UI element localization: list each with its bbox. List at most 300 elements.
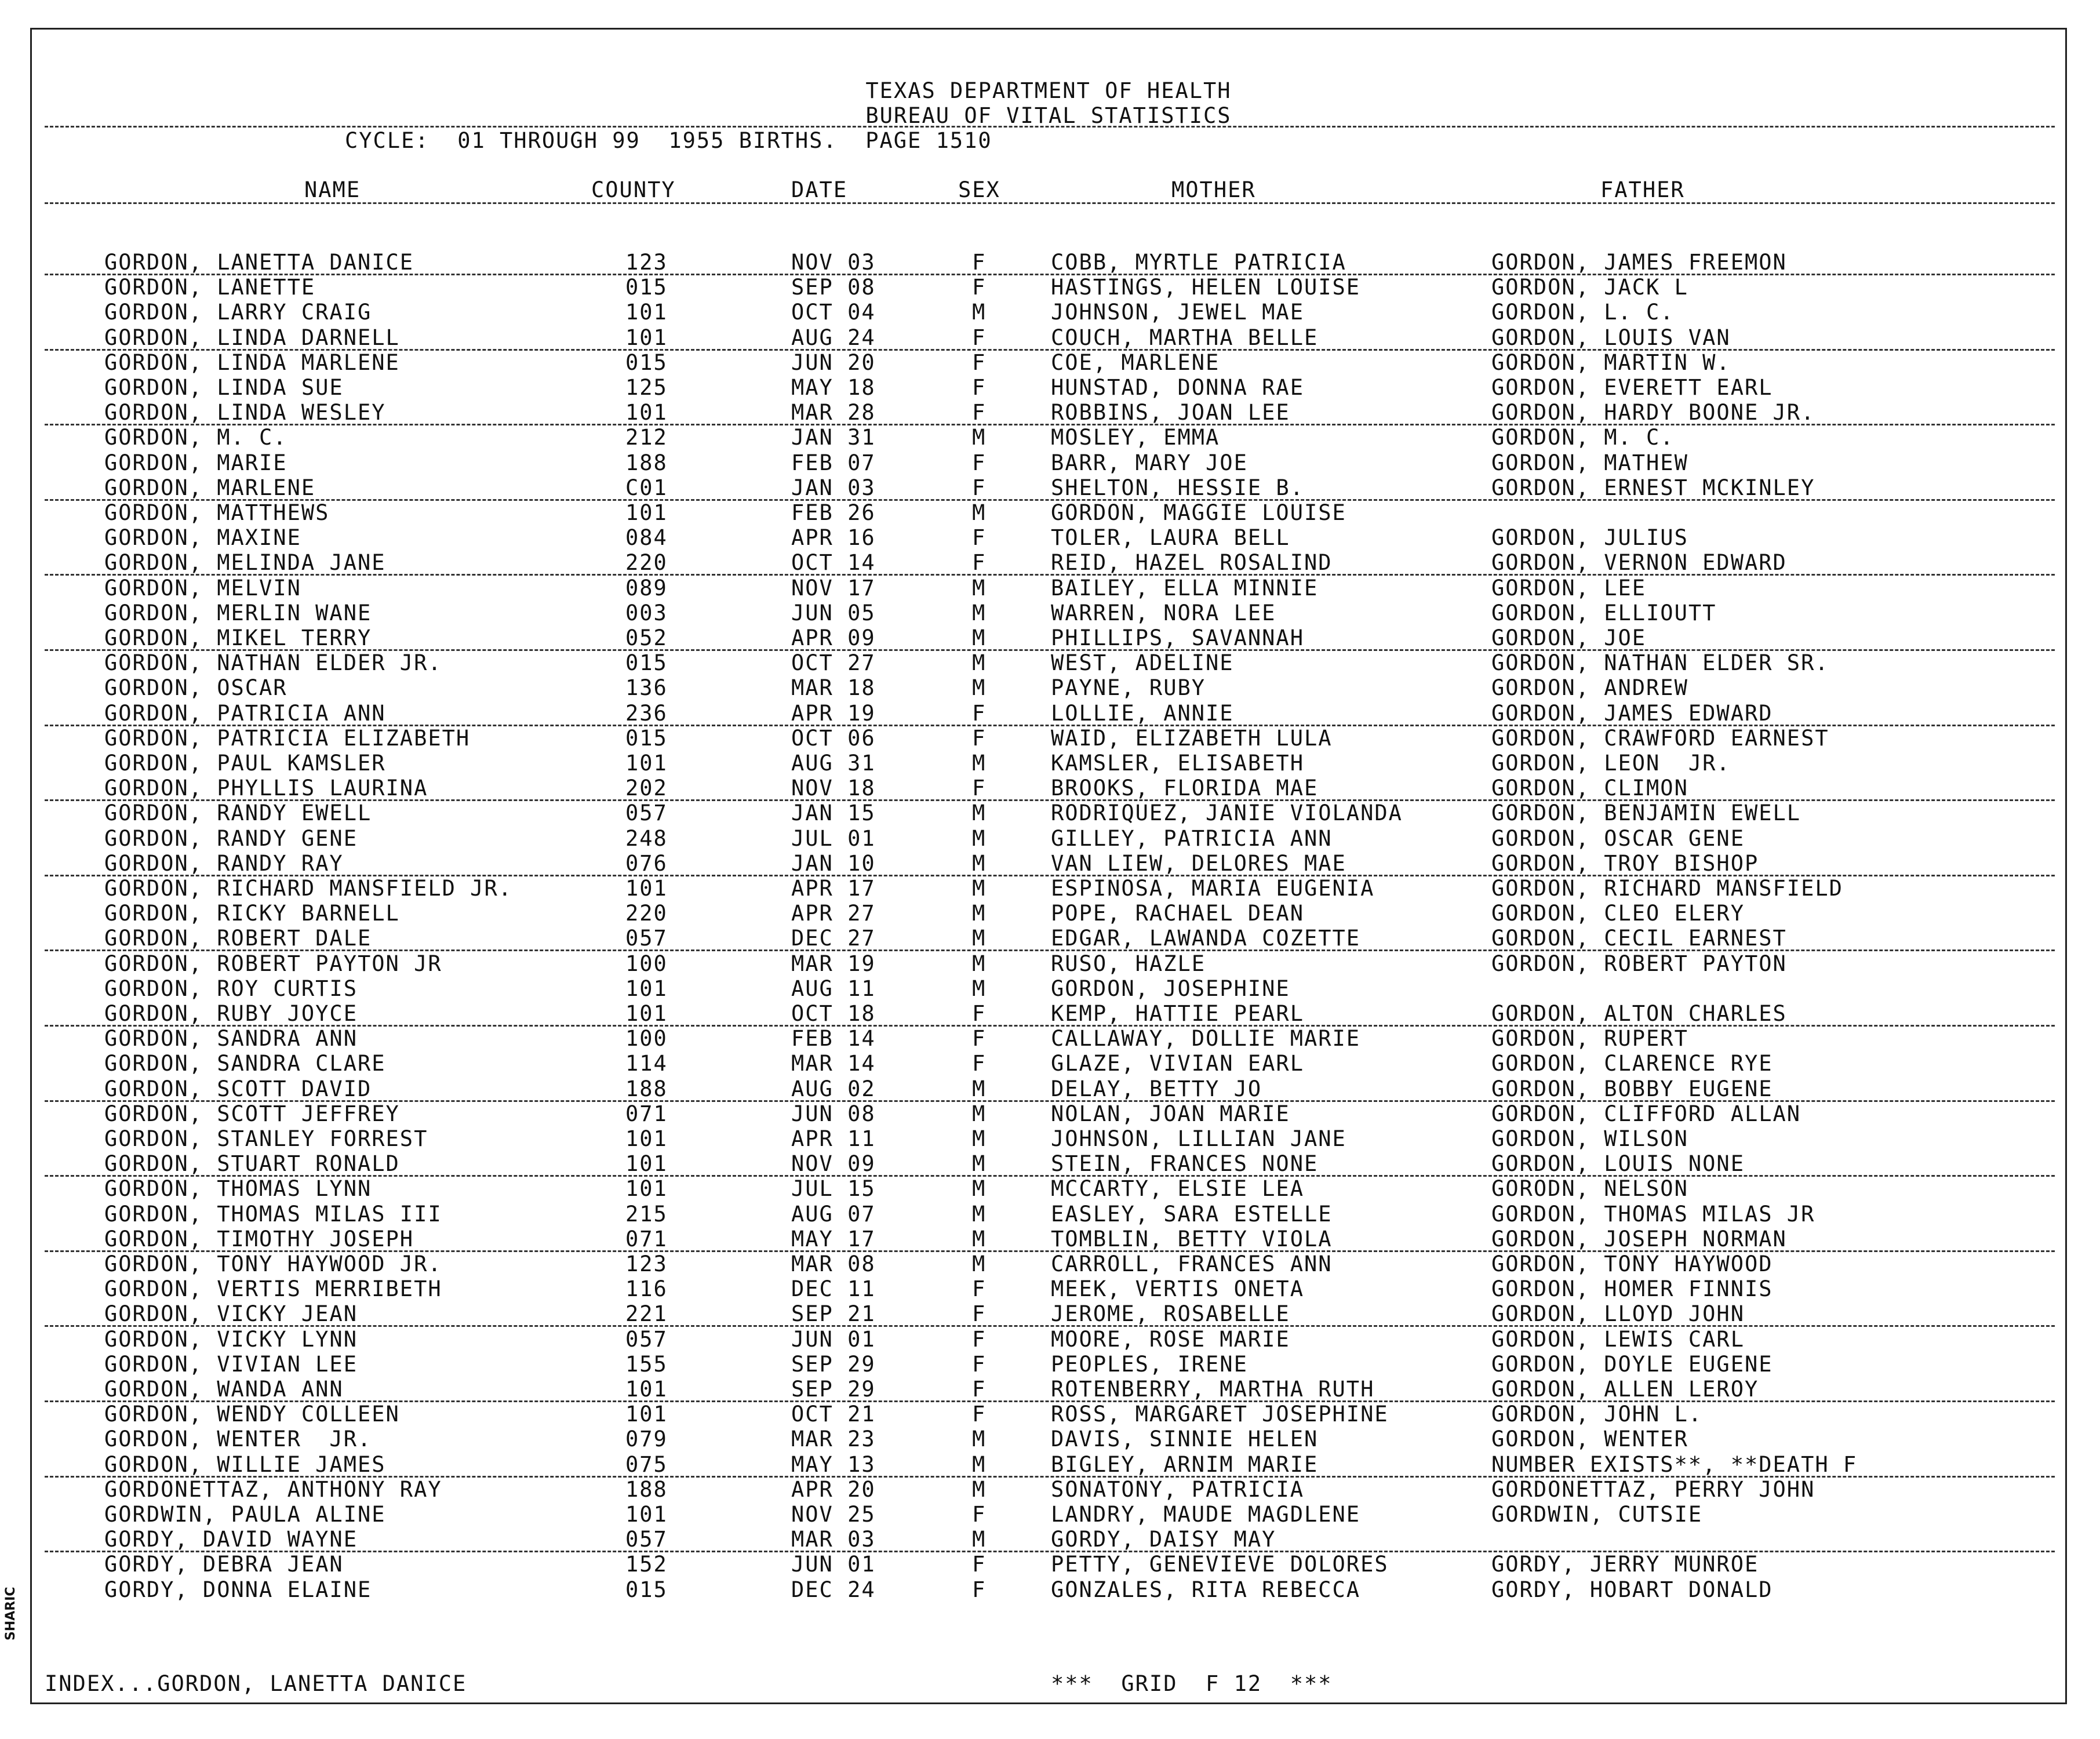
cell-father: GORDON, CECIL EARNEST bbox=[1491, 926, 1787, 951]
table-row bbox=[32, 475, 2065, 500]
cell-father: GORDON, JAMES FREEMON bbox=[1491, 250, 1787, 275]
cell-sex: F bbox=[972, 250, 987, 275]
column-header-mother: MOTHER bbox=[1171, 177, 1256, 202]
cell-mother: WEST, ADELINE bbox=[1051, 650, 1234, 676]
cell-mother: TOLER, LAURA BELL bbox=[1051, 525, 1290, 551]
table-row bbox=[32, 701, 2065, 726]
cell-mother: SHELTON, HESSIE B. bbox=[1051, 475, 1304, 500]
cell-sex: M bbox=[972, 1427, 987, 1452]
cell-date: MAY 13 bbox=[791, 1451, 876, 1477]
cell-sex: F bbox=[972, 1351, 987, 1377]
cell-mother: HUNSTAD, DONNA RAE bbox=[1051, 375, 1304, 400]
cell-mother: ROTENBERRY, MARTHA RUTH bbox=[1051, 1377, 1375, 1402]
cell-name: GORDON, TIMOTHY JOSEPH bbox=[104, 1226, 414, 1252]
footer-grid: *** GRID F 12 *** bbox=[1051, 1671, 1333, 1696]
table-row bbox=[32, 375, 2065, 400]
cell-county: 101 bbox=[625, 1001, 668, 1026]
table-row bbox=[32, 1301, 2065, 1326]
cell-date: SEP 29 bbox=[791, 1351, 876, 1377]
cell-sex: F bbox=[972, 325, 987, 350]
cell-father: GORDON, ELLIOUTT bbox=[1491, 600, 1717, 625]
cell-date: APR 17 bbox=[791, 876, 876, 901]
cell-name: GORDON, PAUL KAMSLER bbox=[104, 751, 386, 776]
table-row bbox=[32, 976, 2065, 1001]
cell-father: GORDON, MARTIN W. bbox=[1491, 350, 1731, 375]
cell-county: 220 bbox=[625, 550, 668, 576]
cell-sex: M bbox=[972, 1252, 987, 1276]
table-row bbox=[32, 1552, 2065, 1577]
cell-sex: M bbox=[972, 1126, 987, 1151]
cell-sex: M bbox=[972, 901, 987, 926]
cell-father: GORDON, HOMER FINNIS bbox=[1491, 1276, 1773, 1302]
cell-father: GORDON, RUPERT bbox=[1491, 1026, 1688, 1052]
cell-date: AUG 24 bbox=[791, 325, 876, 350]
cell-mother: BROOKS, FLORIDA MAE bbox=[1051, 776, 1319, 801]
cell-sex: M bbox=[972, 1226, 987, 1252]
table-row bbox=[32, 1477, 2065, 1502]
cell-county: 015 bbox=[625, 350, 668, 375]
cell-county: 101 bbox=[625, 751, 668, 776]
column-header-sex: SEX bbox=[958, 177, 1000, 202]
cell-county: 076 bbox=[625, 850, 668, 876]
cell-father: GORDON, L. C. bbox=[1491, 300, 1675, 325]
cell-name: GORDY, DAVID WAYNE bbox=[104, 1527, 358, 1552]
cell-name: GORDON, TONY HAYWOOD JR. bbox=[104, 1252, 442, 1276]
cell-name: GORDON, ROY CURTIS bbox=[104, 976, 358, 1001]
cell-father: GORDON, TONY HAYWOOD bbox=[1491, 1252, 1773, 1276]
cell-father: GORDON, CLIFFORD ALLAN bbox=[1491, 1101, 1801, 1126]
cell-mother: REID, HAZEL ROSALIND bbox=[1051, 550, 1333, 576]
cell-name: GORDON, ROBERT PAYTON JR bbox=[104, 951, 442, 976]
cell-sex: M bbox=[972, 1176, 987, 1202]
cell-mother: BARR, MARY JOE bbox=[1051, 450, 1248, 475]
cell-mother: CALLAWAY, DOLLIE MARIE bbox=[1051, 1026, 1361, 1052]
cell-name: GORDON, LINDA SUE bbox=[104, 375, 344, 400]
cell-father: GORDON, JOHN L. bbox=[1491, 1402, 1703, 1427]
cell-sex: M bbox=[972, 926, 987, 951]
table-row bbox=[32, 1026, 2065, 1051]
cell-father: GORDON, LEWIS CARL bbox=[1491, 1326, 1745, 1352]
cell-sex: M bbox=[972, 751, 987, 776]
cell-sex: F bbox=[972, 1051, 987, 1076]
cell-date: NOV 25 bbox=[791, 1502, 876, 1527]
cell-date: AUG 02 bbox=[791, 1076, 876, 1101]
table-row bbox=[32, 1076, 2065, 1101]
cell-county: 071 bbox=[625, 1101, 668, 1126]
cell-name: GORDON, M. C. bbox=[104, 425, 287, 450]
cell-father: GORDON, BENJAMIN EWELL bbox=[1491, 801, 1801, 826]
cell-father: GORDON, CLIMON bbox=[1491, 776, 1688, 801]
table-row bbox=[32, 550, 2065, 575]
cell-name: GORDON, MAXINE bbox=[104, 525, 301, 551]
cell-name: GORDON, MELVIN bbox=[104, 575, 301, 601]
cell-mother: MEEK, VERTIS ONETA bbox=[1051, 1276, 1304, 1302]
table-row bbox=[32, 951, 2065, 976]
table-row bbox=[32, 350, 2065, 375]
cell-mother: GILLEY, PATRICIA ANN bbox=[1051, 825, 1333, 851]
cell-date: JUN 01 bbox=[791, 1326, 876, 1352]
cell-father: GORDON, CLARENCE RYE bbox=[1491, 1051, 1773, 1076]
cell-date: DEC 27 bbox=[791, 926, 876, 951]
cell-name: GORDON, RANDY RAY bbox=[104, 850, 344, 876]
cell-mother: EDGAR, LAWANDA COZETTE bbox=[1051, 926, 1361, 951]
cell-date: AUG 31 bbox=[791, 751, 876, 776]
cell-sex: M bbox=[972, 675, 987, 701]
table-row bbox=[32, 525, 2065, 550]
cell-sex: F bbox=[972, 776, 987, 801]
footer-index: INDEX...GORDON, LANETTA DANICE bbox=[45, 1671, 467, 1696]
cell-father: GORDON, ALLEN LEROY bbox=[1491, 1377, 1759, 1402]
table-row bbox=[32, 826, 2065, 851]
side-tag: SHARIC bbox=[3, 1587, 18, 1640]
cell-name: GORDON, VICKY JEAN bbox=[104, 1301, 358, 1327]
cell-mother: STEIN, FRANCES NONE bbox=[1051, 1151, 1319, 1177]
cell-date: JAN 31 bbox=[791, 425, 876, 450]
cell-date: APR 27 bbox=[791, 901, 876, 926]
cell-name: GORDON, MIKEL TERRY bbox=[104, 625, 372, 650]
cell-father: GORDON, NATHAN ELDER SR. bbox=[1491, 650, 1829, 676]
cell-name: GORDON, NATHAN ELDER JR. bbox=[104, 650, 442, 676]
cell-father: GORDON, ERNEST MCKINLEY bbox=[1491, 475, 1815, 500]
table-row bbox=[32, 500, 2065, 525]
cell-sex: F bbox=[972, 550, 987, 576]
table-row bbox=[32, 1427, 2065, 1451]
cell-father: GORODN, NELSON bbox=[1491, 1176, 1688, 1202]
cell-name: GORDON, PHYLLIS LAURINA bbox=[104, 776, 428, 801]
cell-date: FEB 07 bbox=[791, 450, 876, 475]
cell-mother: CARROLL, FRANCES ANN bbox=[1051, 1252, 1333, 1276]
cell-county: 152 bbox=[625, 1552, 668, 1577]
cell-name: GORDON, THOMAS LYNN bbox=[104, 1176, 372, 1202]
cell-date: JUL 15 bbox=[791, 1176, 876, 1202]
cell-date: OCT 06 bbox=[791, 725, 876, 751]
cell-father: GORDON, MATHEW bbox=[1491, 450, 1688, 475]
cell-date: OCT 27 bbox=[791, 650, 876, 676]
cell-sex: F bbox=[972, 450, 987, 475]
table-row bbox=[32, 1001, 2065, 1026]
cell-sex: M bbox=[972, 825, 987, 851]
cell-sex: F bbox=[972, 375, 987, 400]
cell-date: NOV 09 bbox=[791, 1151, 876, 1177]
cell-date: APR 19 bbox=[791, 700, 876, 726]
cell-name: GORDON, SCOTT DAVID bbox=[104, 1076, 372, 1101]
cell-father: GORDON, BOBBY EUGENE bbox=[1491, 1076, 1773, 1101]
cell-sex: M bbox=[972, 1476, 987, 1502]
cell-father: GORDON, CRAWFORD EARNEST bbox=[1491, 725, 1829, 751]
cell-county: 123 bbox=[625, 250, 668, 275]
cell-mother: VAN LIEW, DELORES MAE bbox=[1051, 850, 1346, 876]
cell-mother: SONATONY, PATRICIA bbox=[1051, 1476, 1304, 1502]
cell-father: GORDON, JOSEPH NORMAN bbox=[1491, 1226, 1787, 1252]
cell-father: GORDON, DOYLE EUGENE bbox=[1491, 1351, 1773, 1377]
cell-sex: F bbox=[972, 275, 987, 300]
cell-sex: M bbox=[972, 1076, 987, 1101]
cell-sex: F bbox=[972, 350, 987, 375]
cell-father: GORDON, ANDREW bbox=[1491, 675, 1688, 701]
cell-sex: M bbox=[972, 300, 987, 325]
cell-date: APR 09 bbox=[791, 625, 876, 650]
cell-father: GORDON, JULIUS bbox=[1491, 525, 1688, 551]
cell-mother: COUCH, MARTHA BELLE bbox=[1051, 325, 1319, 350]
column-header-rule bbox=[45, 202, 2055, 204]
cell-date: JUN 05 bbox=[791, 600, 876, 625]
cell-sex: F bbox=[972, 475, 987, 500]
cell-county: 015 bbox=[625, 650, 668, 676]
cell-date: JUL 01 bbox=[791, 825, 876, 851]
cell-father: GORDON, CLEO ELERY bbox=[1491, 901, 1745, 926]
cell-sex: M bbox=[972, 1201, 987, 1227]
cell-county: 015 bbox=[625, 275, 668, 300]
cell-sex: M bbox=[972, 1527, 987, 1552]
table-row bbox=[32, 1452, 2065, 1477]
cell-county: 101 bbox=[625, 1126, 668, 1151]
cell-county: 248 bbox=[625, 825, 668, 851]
cell-father: GORDY, HOBART DONALD bbox=[1491, 1577, 1773, 1602]
cell-sex: M bbox=[972, 801, 987, 826]
header-rule bbox=[45, 126, 2055, 128]
cell-date: MAR 08 bbox=[791, 1252, 876, 1276]
cell-father: GORDON, HARDY BOONE JR. bbox=[1491, 400, 1815, 425]
cell-name: GORDY, DEBRA JEAN bbox=[104, 1552, 344, 1577]
table-row bbox=[32, 576, 2065, 601]
cell-name: GORDON, RANDY GENE bbox=[104, 825, 358, 851]
cell-mother: PHILLIPS, SAVANNAH bbox=[1051, 625, 1304, 650]
cell-county: 015 bbox=[625, 725, 668, 751]
cell-mother: POPE, RACHAEL DEAN bbox=[1051, 901, 1304, 926]
table-row bbox=[32, 1527, 2065, 1552]
cell-sex: M bbox=[972, 500, 987, 525]
cell-father: GORDON, TROY BISHOP bbox=[1491, 850, 1759, 876]
cell-sex: F bbox=[972, 1502, 987, 1527]
cell-name: GORDON, STUART RONALD bbox=[104, 1151, 400, 1177]
cell-county: 057 bbox=[625, 801, 668, 826]
document-sheet bbox=[30, 28, 2067, 1704]
cell-name: GORDON, VERTIS MERRIBETH bbox=[104, 1276, 442, 1302]
cell-sex: F bbox=[972, 1276, 987, 1302]
column-header-name: NAME bbox=[304, 177, 361, 202]
cell-sex: M bbox=[972, 625, 987, 650]
table-row bbox=[32, 1327, 2065, 1352]
cell-date: MAR 28 bbox=[791, 400, 876, 425]
column-header-father: FATHER bbox=[1600, 177, 1685, 202]
cell-sex: M bbox=[972, 1451, 987, 1477]
cell-sex: F bbox=[972, 400, 987, 425]
cell-name: GORDON, OSCAR bbox=[104, 675, 287, 701]
table-row bbox=[32, 1227, 2065, 1252]
cell-county: 101 bbox=[625, 1402, 668, 1427]
cell-name: GORDON, ROBERT DALE bbox=[104, 926, 372, 951]
cell-name: GORDON, RANDY EWELL bbox=[104, 801, 372, 826]
cell-name: GORDON, LINDA WESLEY bbox=[104, 400, 386, 425]
cell-date: APR 11 bbox=[791, 1126, 876, 1151]
cell-date: MAR 14 bbox=[791, 1051, 876, 1076]
cell-name: GORDON, WILLIE JAMES bbox=[104, 1451, 386, 1477]
cell-sex: M bbox=[972, 1151, 987, 1177]
cell-sex: F bbox=[972, 1001, 987, 1026]
cell-mother: BAILEY, ELLA MINNIE bbox=[1051, 575, 1319, 601]
cell-father: GORDON, VERNON EDWARD bbox=[1491, 550, 1787, 576]
cell-father: GORDON, LEON JR. bbox=[1491, 751, 1731, 776]
cell-county: 057 bbox=[625, 1326, 668, 1352]
cell-county: 084 bbox=[625, 525, 668, 551]
table-row bbox=[32, 1352, 2065, 1377]
cell-father: GORDON, THOMAS MILAS JR bbox=[1491, 1201, 1815, 1227]
cell-mother: DELAY, BETTY JO bbox=[1051, 1076, 1262, 1101]
cell-county: 188 bbox=[625, 450, 668, 475]
table-row bbox=[32, 1577, 2065, 1602]
cell-county: 202 bbox=[625, 776, 668, 801]
cell-date: JUN 20 bbox=[791, 350, 876, 375]
cell-date: APR 20 bbox=[791, 1476, 876, 1502]
cell-mother: KEMP, HATTIE PEARL bbox=[1051, 1001, 1304, 1026]
cell-mother: HASTINGS, HELEN LOUISE bbox=[1051, 275, 1361, 300]
table-row bbox=[32, 1151, 2065, 1176]
cell-county: 155 bbox=[625, 1351, 668, 1377]
table-row bbox=[32, 1126, 2065, 1151]
cell-name: GORDY, DONNA ELAINE bbox=[104, 1577, 372, 1602]
table-row bbox=[32, 650, 2065, 675]
cell-name: GORDON, THOMAS MILAS III bbox=[104, 1201, 442, 1227]
table-row bbox=[32, 275, 2065, 300]
cell-name: GORDON, SANDRA ANN bbox=[104, 1026, 358, 1052]
cell-name: GORDON, LANETTA DANICE bbox=[104, 250, 414, 275]
table-row bbox=[32, 801, 2065, 825]
cell-mother: LANDRY, MAUDE MAGDLENE bbox=[1051, 1502, 1361, 1527]
cell-mother: GORDON, MAGGIE LOUISE bbox=[1051, 500, 1346, 525]
cell-sex: M bbox=[972, 850, 987, 876]
cell-name: GORDON, RUBY JOYCE bbox=[104, 1001, 358, 1026]
table-row bbox=[32, 1101, 2065, 1126]
cell-name: GORDON, LINDA DARNELL bbox=[104, 325, 400, 350]
cell-county: 101 bbox=[625, 1176, 668, 1202]
cell-date: MAR 18 bbox=[791, 675, 876, 701]
table-row bbox=[32, 425, 2065, 450]
cell-date: FEB 26 bbox=[791, 500, 876, 525]
cell-father: GORDONETTAZ, PERRY JOHN bbox=[1491, 1476, 1815, 1502]
cell-sex: F bbox=[972, 1326, 987, 1352]
cell-mother: WAID, ELIZABETH LULA bbox=[1051, 725, 1333, 751]
table-row bbox=[32, 1276, 2065, 1301]
cell-date: APR 16 bbox=[791, 525, 876, 551]
cell-father: GORDON, LOUIS NONE bbox=[1491, 1151, 1745, 1177]
table-row bbox=[32, 726, 2065, 751]
cell-sex: M bbox=[972, 951, 987, 976]
cell-county: 221 bbox=[625, 1301, 668, 1327]
cell-date: JAN 03 bbox=[791, 475, 876, 500]
cell-date: JAN 15 bbox=[791, 801, 876, 826]
cell-mother: KAMSLER, ELISABETH bbox=[1051, 751, 1304, 776]
cell-name: GORDON, VICKY LYNN bbox=[104, 1326, 358, 1352]
cell-name: GORDON, LINDA MARLENE bbox=[104, 350, 400, 375]
cell-father: GORDON, M. C. bbox=[1491, 425, 1675, 450]
cell-name: GORDON, RICHARD MANSFIELD JR. bbox=[104, 876, 513, 901]
cell-county: 003 bbox=[625, 600, 668, 625]
cell-sex: F bbox=[972, 725, 987, 751]
cell-sex: F bbox=[972, 700, 987, 726]
cell-mother: GORDON, JOSEPHINE bbox=[1051, 976, 1290, 1001]
cell-date: JUN 01 bbox=[791, 1552, 876, 1577]
cell-county: 015 bbox=[625, 1577, 668, 1602]
table-row bbox=[32, 776, 2065, 801]
cell-father: GORDON, ALTON CHARLES bbox=[1491, 1001, 1787, 1026]
cell-sex: M bbox=[972, 976, 987, 1001]
cell-mother: NOLAN, JOAN MARIE bbox=[1051, 1101, 1290, 1126]
cell-father: GORDON, JOE bbox=[1491, 625, 1647, 650]
cell-county: 101 bbox=[625, 325, 668, 350]
cell-mother: MCCARTY, ELSIE LEA bbox=[1051, 1176, 1304, 1202]
cell-mother: RODRIQUEZ, JANIE VIOLANDA bbox=[1051, 801, 1403, 826]
cell-date: MAR 19 bbox=[791, 951, 876, 976]
table-row bbox=[32, 1252, 2065, 1276]
cell-mother: PETTY, GENEVIEVE DOLORES bbox=[1051, 1552, 1389, 1577]
cell-mother: WARREN, NORA LEE bbox=[1051, 600, 1276, 625]
cell-date: NOV 18 bbox=[791, 776, 876, 801]
cell-name: GORDON, LANETTE bbox=[104, 275, 316, 300]
cell-name: GORDON, STANLEY FORREST bbox=[104, 1126, 428, 1151]
column-header-county: COUNTY bbox=[591, 177, 676, 202]
cell-date: OCT 21 bbox=[791, 1402, 876, 1427]
column-header-date: DATE bbox=[791, 177, 848, 202]
cell-county: 236 bbox=[625, 700, 668, 726]
cell-father: GORDON, JACK L bbox=[1491, 275, 1688, 300]
cell-date: JAN 10 bbox=[791, 850, 876, 876]
cell-mother: TOMBLIN, BETTY VIOLA bbox=[1051, 1226, 1333, 1252]
cell-father: GORDON, WILSON bbox=[1491, 1126, 1688, 1151]
cell-county: 188 bbox=[625, 1476, 668, 1502]
cell-father: NUMBER EXISTS**, **DEATH F bbox=[1491, 1451, 1858, 1477]
cell-county: 057 bbox=[625, 926, 668, 951]
table-row bbox=[32, 300, 2065, 325]
cell-father: GORDON, LOUIS VAN bbox=[1491, 325, 1731, 350]
cell-father: GORDY, JERRY MUNROE bbox=[1491, 1552, 1759, 1577]
cell-county: 101 bbox=[625, 400, 668, 425]
cell-mother: GLAZE, VIVIAN EARL bbox=[1051, 1051, 1304, 1076]
cell-sex: M bbox=[972, 575, 987, 601]
cell-father: GORDON, OSCAR GENE bbox=[1491, 825, 1745, 851]
cell-father: GORDON, EVERETT EARL bbox=[1491, 375, 1773, 400]
cell-mother: JEROME, ROSABELLE bbox=[1051, 1301, 1290, 1327]
cell-county: 220 bbox=[625, 901, 668, 926]
cell-name: GORDONETTAZ, ANTHONY RAY bbox=[104, 1476, 442, 1502]
cell-county: 100 bbox=[625, 951, 668, 976]
cell-county: 079 bbox=[625, 1427, 668, 1452]
cell-mother: GORDY, DAISY MAY bbox=[1051, 1527, 1276, 1552]
cell-mother: COBB, MYRTLE PATRICIA bbox=[1051, 250, 1346, 275]
cell-county: 101 bbox=[625, 1502, 668, 1527]
header-title: TEXAS DEPARTMENT OF HEALTH bbox=[865, 78, 1232, 103]
table-row bbox=[32, 1051, 2065, 1076]
cell-name: GORDON, PATRICIA ANN bbox=[104, 700, 386, 726]
cell-mother: EASLEY, SARA ESTELLE bbox=[1051, 1201, 1333, 1227]
table-row bbox=[32, 751, 2065, 776]
table-row bbox=[32, 400, 2065, 425]
cell-name: GORDON, MERLIN WANE bbox=[104, 600, 372, 625]
table-row bbox=[32, 1176, 2065, 1201]
cell-date: JUN 08 bbox=[791, 1101, 876, 1126]
cell-father: GORDON, WENTER bbox=[1491, 1427, 1688, 1452]
cell-father: GORDWIN, CUTSIE bbox=[1491, 1502, 1703, 1527]
cell-father: GORDON, RICHARD MANSFIELD bbox=[1491, 876, 1843, 901]
cell-date: FEB 14 bbox=[791, 1026, 876, 1052]
cell-name: GORDON, MATTHEWS bbox=[104, 500, 330, 525]
cell-sex: M bbox=[972, 876, 987, 901]
cell-mother: JOHNSON, LILLIAN JANE bbox=[1051, 1126, 1346, 1151]
cell-sex: M bbox=[972, 600, 987, 625]
cell-mother: BIGLEY, ARNIM MARIE bbox=[1051, 1451, 1319, 1477]
cell-county: 101 bbox=[625, 500, 668, 525]
cell-sex: F bbox=[972, 1301, 987, 1327]
cell-father: GORDON, LLOYD JOHN bbox=[1491, 1301, 1745, 1327]
